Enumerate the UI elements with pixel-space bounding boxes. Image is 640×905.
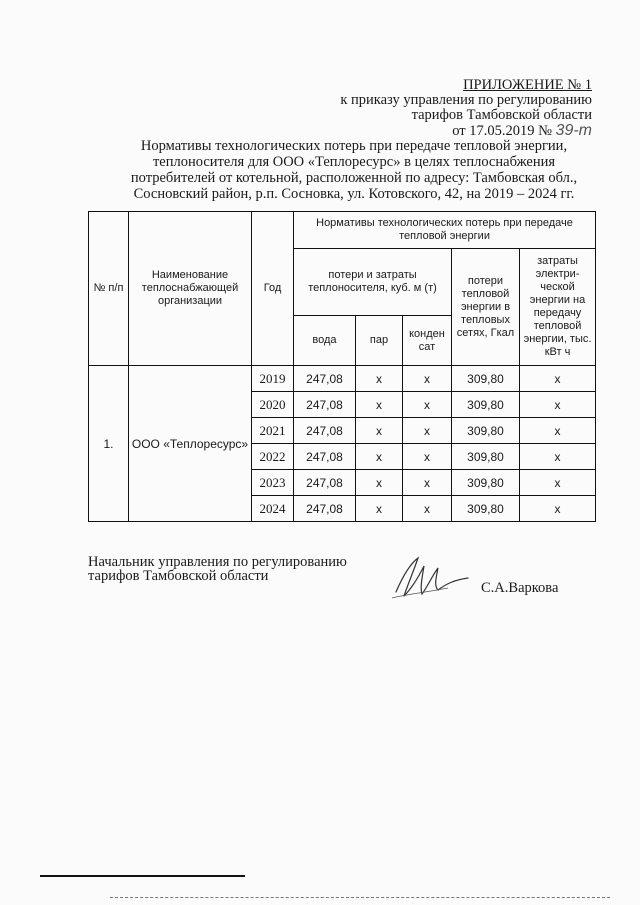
appendix-line-2: тарифов Тамбовской области: [411, 107, 592, 123]
row-number: 1.: [89, 366, 129, 522]
water-cell: 247,08: [294, 366, 356, 392]
year-cell: 2023: [252, 470, 294, 496]
year-cell: 2021: [252, 418, 294, 444]
water-cell: 247,08: [294, 418, 356, 444]
steam-cell: х: [356, 418, 403, 444]
norms-table: [88, 211, 596, 522]
electric-cell: х: [520, 496, 596, 522]
condensate-cell: х: [403, 418, 452, 444]
water-cell: 247,08: [294, 444, 356, 470]
heat-losses-cell: 309,80: [452, 366, 520, 392]
org-name: ООО «Теплоресурс»: [129, 366, 252, 522]
condensate-cell: х: [403, 496, 452, 522]
appendix-order-number: 39-т: [555, 122, 592, 139]
electric-cell: х: [520, 392, 596, 418]
steam-cell: х: [356, 444, 403, 470]
heat-losses-cell: 309,80: [452, 496, 520, 522]
signer-name: С.А.Варкова: [481, 580, 559, 596]
title-line-3: потребителей от котельной, расположенной по адресу: Тамбовская обл.,: [130, 170, 578, 186]
electric-cell: х: [520, 418, 596, 444]
appendix-title: ПРИЛОЖЕНИЕ № 1: [463, 77, 592, 93]
year-cell: 2019: [252, 366, 294, 392]
norms-table-body: [89, 366, 596, 522]
appendix-date-line: [340, 123, 592, 139]
header-year: Год: [252, 212, 294, 366]
header-steam: пар: [356, 316, 403, 366]
heat-losses-cell: 309,80: [452, 392, 520, 418]
footer-line-1: Начальник управления по регулированию: [88, 554, 347, 570]
steam-cell: х: [356, 496, 403, 522]
heat-losses-cell: 309,80: [452, 470, 520, 496]
signature-image: [388, 548, 473, 606]
header-water: вода: [294, 316, 356, 366]
electric-cell: х: [520, 366, 596, 392]
water-cell: 247,08: [294, 470, 356, 496]
condensate-cell: х: [403, 392, 452, 418]
header-electric: затраты электри-ческой энергии на передачу тепловой энергии, тыс. кВт ч: [520, 249, 596, 366]
electric-cell: х: [520, 444, 596, 470]
scan-artifact-line: [40, 875, 245, 877]
heat-losses-cell: 309,80: [452, 444, 520, 470]
document-title: [118, 138, 590, 202]
electric-cell: х: [520, 470, 596, 496]
year-cell: 2024: [252, 496, 294, 522]
condensate-cell: х: [403, 444, 452, 470]
heat-losses-cell: 309,80: [452, 418, 520, 444]
year-cell: 2020: [252, 392, 294, 418]
condensate-cell: х: [403, 470, 452, 496]
title-line-4: Сосновский район, р.п. Сосновка, ул. Котовского, 42, на 2019 – 2024 гг.: [133, 186, 575, 202]
water-cell: 247,08: [294, 392, 356, 418]
header-condensate: конден сат: [403, 316, 452, 366]
title-line-1: Нормативы технологических потерь при передаче тепловой энергии,: [140, 138, 568, 154]
header-heat-losses: потери тепловой энергии в тепловых сетях, Гкал: [452, 249, 520, 366]
condensate-cell: х: [403, 366, 452, 392]
header-org: Наименование теплоснабжающей организации: [129, 212, 252, 366]
steam-cell: х: [356, 366, 403, 392]
table-row: [89, 366, 596, 392]
steam-cell: х: [356, 470, 403, 496]
steam-cell: х: [356, 392, 403, 418]
appendix-line-1: к приказу управления по регулированию: [340, 92, 592, 108]
footer-line-2: тарифов Тамбовской области: [88, 568, 269, 584]
title-line-2: теплоносителя для ООО «Теплоресурс» в целях теплоснабжения: [152, 154, 556, 170]
footer-position: [88, 555, 347, 583]
header-num: № п/п: [89, 212, 129, 366]
water-cell: 247,08: [294, 496, 356, 522]
header-losses-carrier: потери и затраты теплоносителя, куб. м (т): [294, 249, 452, 316]
appendix-date: от 17.05.2019 №: [452, 123, 552, 139]
scan-artifact-dashes: [110, 897, 610, 899]
header-norms: Нормативы технологических потерь при передаче тепловой энергии: [294, 212, 596, 249]
appendix-header: [340, 78, 592, 139]
year-cell: 2022: [252, 444, 294, 470]
